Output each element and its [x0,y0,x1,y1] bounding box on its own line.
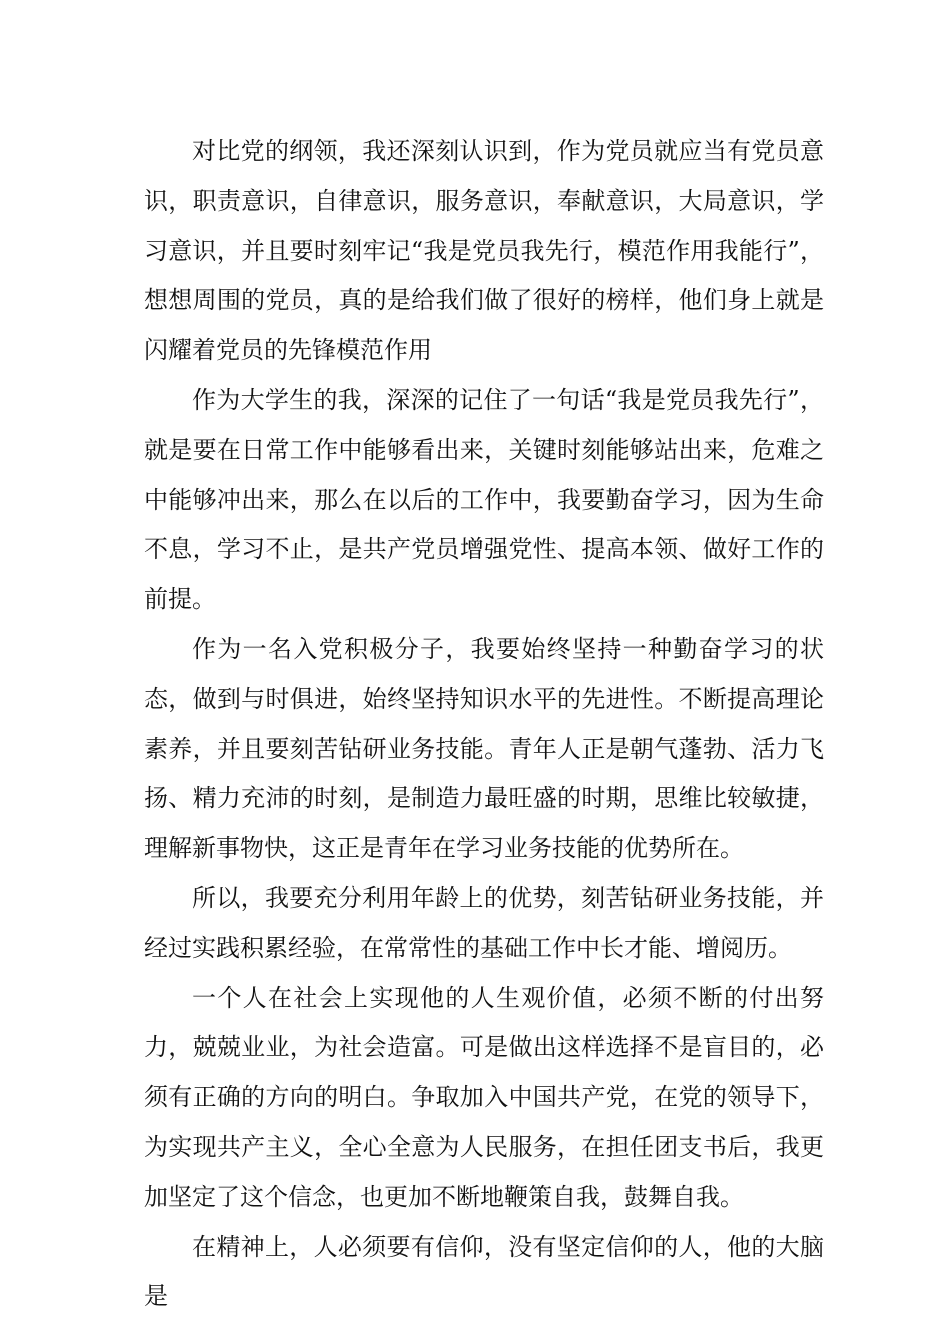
paragraph-2: 作为大学生的我，深深的记住了一句话“我是党员我先行”，就是要在日常工作中能够看出来，关键时刻能够站出来，危难之中能够冲出来，那么在以后的工作中，我要勤奋学习，因为生命不息，学习不止，是共产党员增强党性、提高本领、做好工作的前提。 [144,385,824,614]
document-body [144,127,824,1322]
paragraph-3: 作为一名入党积极分子，我要始终坚持一种勤奋学习的状态，做到与时俱进，始终坚持知识水平的先进性。不断提高理论素养，并且要刻苦钻研业务技能。青年人正是朝气蓬勃、活力飞扬、精力充沛的时刻，是制造力最旺盛的时期，思维比较敏捷，理解新事物快，这正是青年在学习业务技能的优势所在。 [144,634,824,863]
paragraph-4: 所以，我要充分利用年龄上的优势，刻苦钻研业务技能，并经过实践积累经验，在常常性的基础工作中长才能、增阅历。 [144,883,824,962]
paragraph-1: 对比党的纲领，我还深刻认识到，作为党员就应当有党员意识，职责意识，自律意识，服务意识，奉献意识，大局意识，学习意识，并且要时刻牢记“我是党员我先行，模范作用我能行”，想想周围的党员，真的是给我们做了很好的榜样，他们身上就是闪耀着党员的先锋模范作用 [144,137,824,365]
paragraph-5: 一个人在社会上实现他的人生观价值，必须不断的付出努力，兢兢业业，为社会造富。可是做出这样选择不是盲目的，必须有正确的方向的明白。争取加入中国共产党，在党的领导下，为实现共产主义，全心全意为人民服务，在担任团支书后，我更加坚定了这个信念，也更加不断地鞭策自我，鼓舞自我。 [144,983,824,1211]
paragraph-6: 在精神上，人必须要有信仰，没有坚定信仰的人，他的大脑是 [144,1232,824,1311]
